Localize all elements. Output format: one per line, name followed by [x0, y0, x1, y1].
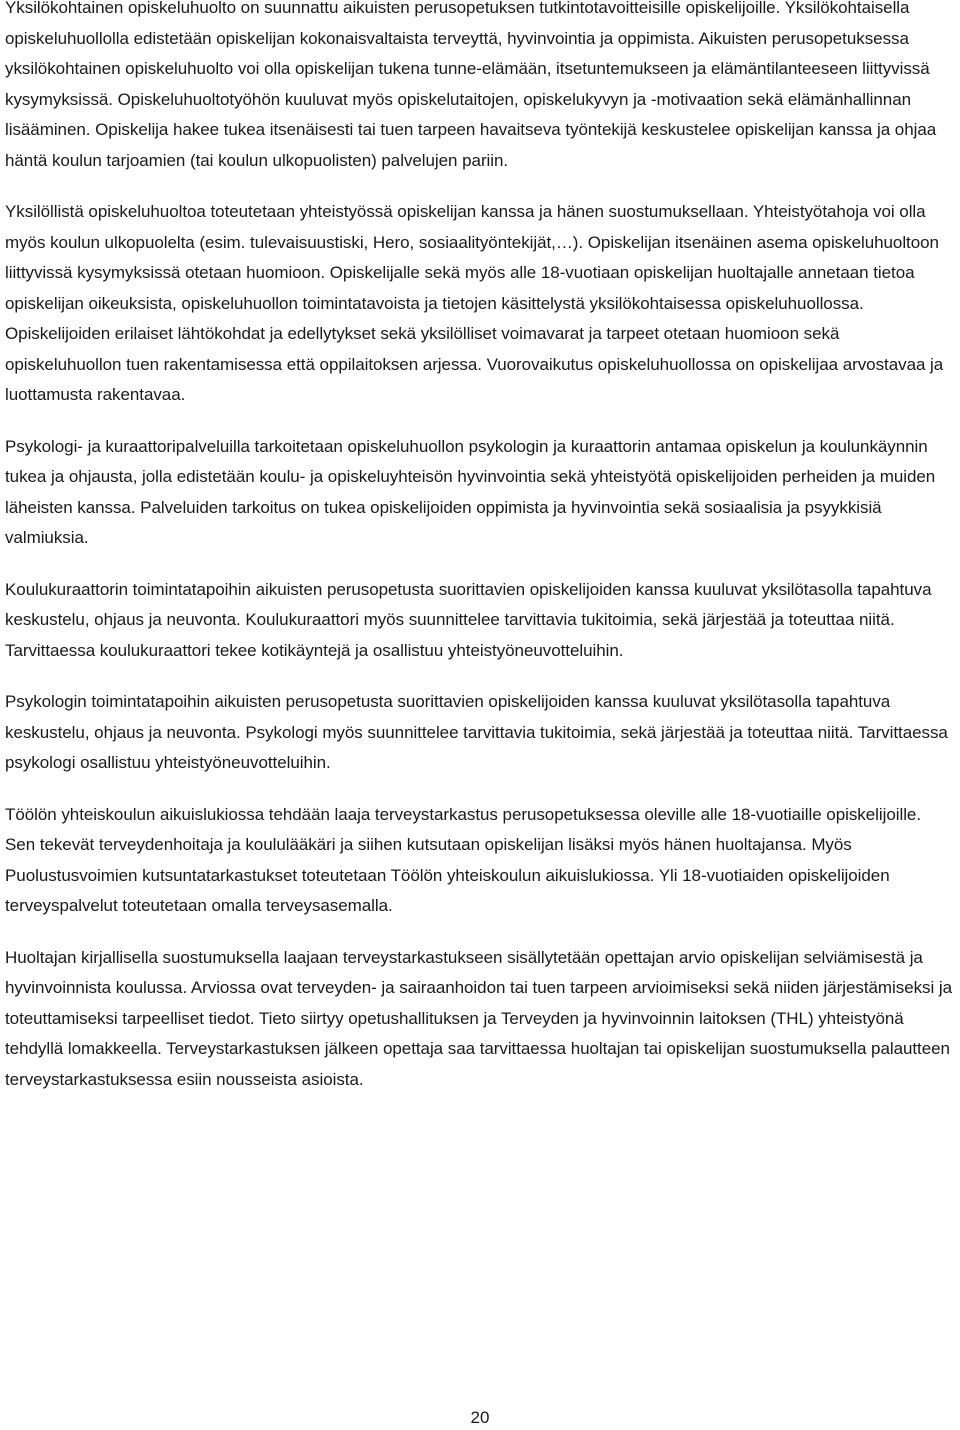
paragraph-psychologist-practices: Psykologin toimintatapoihin aikuisten perusopetusta suorittavien opiskelijoiden kanssa kuuluvat yksilötasolla tapahtuva keskustelu, ohjaus ja neuvonta. Psykologi myös suunnittelee tarvittavia tukitoimia, sekä järjestää ja toteuttaa niitä. Tarvittaessa psykologi osallistuu yhteistyöneuvotteluihin.: [5, 692, 948, 772]
paragraph-psychologist-curator-services: Psykologi- ja kuraattoripalveluilla tarkoitetaan opiskeluhuollon psykologin ja kuraattorin antamaa opiskelun ja koulunkäynnin tukea ja ohjausta, jolla edistetään koulu- ja opiskeluyhteisön hyvinvointia sekä yhteistyötä opiskelijoiden perheiden ja muiden läheisten kanssa. Palveluiden tarkoitus on tukea opiskelijoiden oppimista ja hyvinvointia sekä sosiaalisia ja psyykkisiä valmiuksia.: [5, 436, 936, 547]
document-body: [5, 0, 955, 1116]
paragraph-health-check: Töölön yhteiskoulun aikuislukiossa tehdään laaja terveystarkastus perusopetuksessa oleville alle 18-vuotiaille opiskelijoille. Sen tekevät terveydenhoitaja ja koululääkäri ja siihen kutsutaan opiskelijan lisäksi myös hänen huoltajansa. Myös Puolustusvoimien kutsuntatarkastukset toteutetaan Töölön yhteiskoulun aikuislukiossa. Yli 18-vuotiaiden opiskelijoiden terveyspalvelut toteutetaan omalla terveysasemalla.: [5, 804, 921, 915]
page-number: 20: [470, 1408, 490, 1427]
paragraph-cooperation: Yksilöllistä opiskeluhuoltoa toteutetaan yhteistyössä opiskelijan kanssa ja hänen suostumuksellaan. Yhteistyötahoja voi olla myös koulun ulkopuolelta (esim. tulevaisuustiski, Hero, sosiaalityöntekijät,…). Opiskelijan itsenäinen asema opiskeluhuoltoon liittyvissä kysymyksissä otetaan huomioon. Opiskelijalle sekä myös alle 18-vuotiaan opiskelijan huoltajalle annetaan tietoa opiskelijan oikeuksista, opiskeluhuollon toimintatavoista ja tietojen käsittelystä yksilökohtaisessa opiskeluhuollossa. Opiskelijoiden erilaiset lähtökohdat ja edellytykset sekä yksilölliset voimavarat ja tarpeet otetaan huomioon sekä opiskeluhuollon tuen rakentamisessa että oppilaitoksen arjessa. Vuorovaikutus opiskeluhuollossa on opiskelijaa arvostavaa ja luottamusta rakentavaa.: [5, 202, 944, 404]
paragraph-guardian-consent: Huoltajan kirjallisella suostumuksella laajaan terveystarkastukseen sisällytetään opettajan arvio opiskelijan selviämisestä ja hyvinvoinnista koulussa. Arviossa ovat terveyden- ja sairaanhoidon tai tuen tarpeen arvioimiseksi sekä niiden järjestämiseksi ja toteuttamiseksi tarpeelliset tiedot. Tieto siirtyy opetushallituksen ja Terveyden ja hyvinvoinnin laitoksen (THL) yhteistyönä tehdyllä lomakkeella. Terveystarkastuksen jälkeen opettaja saa tarvittaessa huoltajan tai opiskelijan suostumuksella palautteen terveystarkastuksessa esiin nousseista asioista.: [5, 947, 953, 1089]
paragraph-curator-practices: Koulukuraattorin toimintatapoihin aikuisten perusopetusta suorittavien opiskelijoiden kanssa kuuluvat yksilötasolla tapahtuva keskustelu, ohjaus ja neuvonta. Koulukuraattori myös suunnittelee tarvittavia tukitoimia, sekä järjestää ja toteuttaa niitä. Tarvittaessa koulukuraattori tekee kotikäyntejä ja osallistuu yhteistyöneuvotteluihin.: [5, 579, 932, 660]
paragraph-individual-student-welfare: Yksilökohtainen opiskeluhuolto on suunnattu aikuisten perusopetuksen tutkintotavoitteisille opiskelijoille. Yksilökohtaisella opiskeluhuollolla edistetään opiskelijan kokonaisvaltaista terveyttä, hyvinvointia ja oppimista. Aikuisten perusopetuksessa yksilökohtainen opiskeluhuolto voi olla opiskelijan tukena tunne-elämään, itsetuntemukseen ja elämäntilanteeseen liittyvissä kysymyksissä. Opiskeluhuoltotyöhön kuuluvat myös opiskelutaitojen, opiskelukyvyn ja -motivaation sekä elämänhallinnan lisääminen. Opiskelija hakee tukea itsenäisesti tai tuen tarpeen havaitseva työntekijä keskustelee opiskelijan kanssa ja ohjaa häntä koulun tarjoamien (tai koulun ulkopuolisten) palvelujen pariin.: [5, 0, 937, 170]
